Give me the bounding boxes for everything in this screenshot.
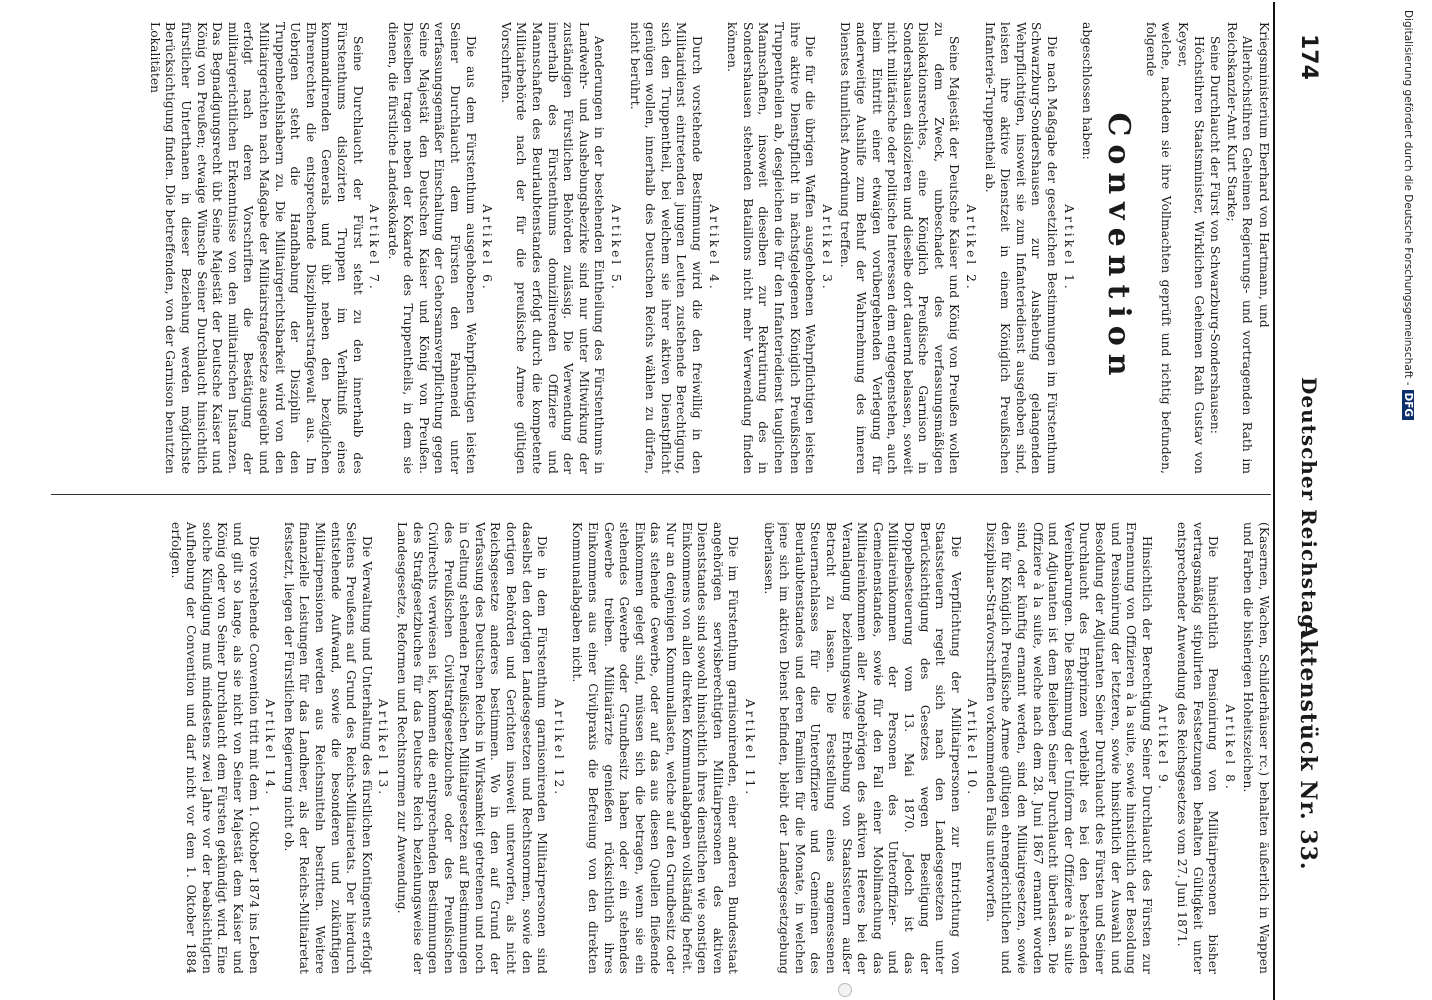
page-header — [1273, 2, 1335, 1000]
intro-paragraph: abgeschlossen haben: — [1080, 22, 1095, 160]
article-heading: Artikel 12. — [551, 698, 566, 798]
article-text: Die Verwaltung und Unterhaltung des fürstlichen Kontingents erfolgt Seitens Preußens auf Grund des Reichs-Militairetats. Der hierdurch entstehende Aufwand, sowie die besonderen und zukünftigen Militairpensionen werden aus Reichsmitteln bestritten. Weitere finanzielle Leistungen für das Landheer, als der Reichs-Militairetat festsetzt, liegen der Fürstlichen Regierung nicht ob. — [281, 522, 374, 974]
right-column — [51, 522, 1271, 974]
article-text: Die nach Maßgabe der gesetzlichen Bestimmungen im Fürstenthum Schwarzburg-Sondershausen zur Aushebung gelangenden Wehrpflichtigen, insoweit sie zum Infanteriedienst ausgehoben sind, leisten ihre aktive Dienstzeit in einem Königlich Preußischen Infanterie-Truppentheil ab. — [982, 22, 1060, 474]
article-heading: Artikel 4. — [706, 204, 721, 292]
article-text: Seine Durchlaucht der Fürst steht zu den innerhalb des Fürstenthums dislozirten Truppen im Verhältniß eines kommandirenden Generals und übt neben den bezüglichen Ehrenrechten die entsprechende Disziplinarstrafgewalt aus. Im Uebrigen steht die Handhabung der Disziplin den Truppenbefehlshabern zu. Die Militairgerichtsbarkeit wird von den Militairgerichten nach Maßgabe der Militairstrafgesetze ausgeübt und erfolgt nach deren Vorschriften die Bestätigung der militairgerichtlichen Erkenntnisse von den militairischen Instanzen. Das Begnadigungsrecht übt Seine Majestät der Deutsche Kaiser und König von Preußen; etwaige Wünsche Seiner Durchlaucht hinsichtlich fürstlicher Unterthanen in dieser Beziehung werden möglichste Berücksichtigung finden. Die betreffenden, von der Garnison benutzten Lokalitäten — [147, 22, 365, 474]
article-text: Die in dem Fürstenthum garnisonirenden Militairpersonen sind daselbst den dortigen Landesgesetzen und Rechtsnormen, sowie den dortigen Behörden und Gerichten insoweit unterworfen, als nicht Reichsgesetze anderes bestimmen. Wo in den auf Grund der Verfassung des Deutschen Reichs in Wirksamkeit getretenen und noch in Geltung stehenden Preußischen Militairgesetzen auf Bestimmungen des Preußischen Civilstrafgesetzbuches oder des Preußischen Civilrechts verwiesen ist, kommen die entsprechenden Bestimmungen des Strafgesetzbuches für das Deutsche Reich beziehungsweise der Landesgesetze, Reformen und Rechtsnormen zur Anwendung. — [394, 522, 550, 974]
article-heading: Artikel 2. — [964, 204, 979, 292]
article-heading: Artikel 9. — [1156, 704, 1171, 792]
article-text: Hinsichtlich der Berechtigung Seiner Durchlaucht des Fürsten zur Ernennung von Offizieren à la suite, sowie hinsichtlich der Besoldung und Pensionirung der letzteren, sowie hinsichtlich der Auswahl und Besoldung der Adjutanten Seiner Durchlaucht des Fürsten und Seiner Durchlaucht des Erbprinzen verbleibt es bei den bestehenden Vereinbarungen. Die Bestimmung der Uniform der Offiziere à la suite und Adjutanten ist dem Belieben Seiner Durchlaucht überlassen. Die Offiziere à la suite, welche nach dem 28. Juni 1867 ernannt worden sind, oder künftig ernannt werden, sind den Militairgesetzen, sowie den für Königlich Preußische Armee gültigen ehrengerichtlichen und Disziplinar-Strafvorschriften vorkommenden Falls unterworfen. — [983, 522, 1154, 974]
article-heading: Artikel 13. — [376, 698, 391, 798]
article-text: Aenderungen in der bestehenden Eintheilung des Fürstenthums in Landwehr- und Aushebungsbezirke sind nur unter Mitwirkung der zuständigen Fürstlichen Behörden zulässig. Die Verwendung der innerhalb des Fürstenthums domizilirenden Offiziere und Mannschaften des Beurlaubtenstandes erfolgt durch die kompetente Militairbehörde nach der für die preußische Armee gültigen Vorschriften. — [498, 22, 607, 474]
page-number: 174 — [1296, 34, 1321, 80]
article-heading: Artikel 8. — [1222, 704, 1237, 792]
running-title-left: Deutscher Reichstag. — [1297, 377, 1321, 638]
article-heading: Artikel 7. — [367, 204, 382, 292]
intro-paragraph: Seine Durchlaucht der Fürst von Schwarzburg-Sondershausen: — [1208, 36, 1223, 434]
article-heading: Artikel 10. — [965, 698, 980, 798]
article-text: Durch vorstehende Bestimmung wird die den freiwillig in den Militairdienst eintretenden jungen Leuten zustehende Berechtigung, sich den Truppentheil, bei welchem sie ihrer aktiven Dienstpflicht genügen wollen, innerhalb des Deutschen Reichs wählen zu dürfen, nicht berührt. — [627, 22, 704, 474]
article-text: Die für die übrigen Waffen ausgehobenen Wehrpflichtigen leisten ihre aktive Dienstpflicht in nächstgelegenen Königlich Preußischen Truppentheilen ab, desgleichen die für den Infanteriedienst tauglichen Mannschaften, insoweit dieselben zur Rekrutirung des in Sondershausen stehenden Bataillons nicht mehr Verwendung finden können. — [725, 22, 818, 474]
article-heading: Artikel 5. — [609, 204, 624, 292]
article-text: Die vorstehende Convention tritt mit dem 1. Oktober 1874 ins Leben und gilt so lange, als sie nicht von Seiner Majestät dem Kaiser und König oder von Seiner Durchlaucht dem Fürsten gekündigt wird. Eine solche Kündigung muß mindestens zwei Jahre vor der beabsichtigten Aufhebung der Convention und darf nicht vor dem 1. Oktober 1884 erfolgen. — [168, 522, 261, 974]
credit-text: Digitalisierung gefördert durch die Deutsche Forschungsgemeinschaft - — [1402, 10, 1414, 386]
column-divider — [51, 494, 1271, 495]
dfg-logo: DFG — [1402, 390, 1414, 421]
punch-hole-icon — [838, 983, 852, 997]
article-heading: Artikel 14. — [263, 698, 278, 798]
article-heading: Artikel 11. — [743, 698, 757, 798]
article-heading: Artikel 3. — [819, 204, 834, 292]
article-text: Die hinsichtlich Pensionirung von Militairpersonen bisher vertragsmäßig stipulirten Festsetzungen behalten Gültigkeit unter entsprechender Anwendung des Reichsgesetzes vom 27. Juni 1871. — [1175, 522, 1221, 974]
convention-title: Convention — [1101, 112, 1137, 384]
article-text: Die im Fürstenthum garnisonirenden, einer anderen Bundesstaat angehörigen servisberechtigten Militairpersonen des aktiven Dienststandes sind sowohl hinsichtlich ihres dienstlichen wie sonstigen Einkommens von allen direkten Kommunalabgaben vollständig befreit. Nur an denjenigen Kommunallasten, welche auf den Grundbesitz oder das stehende Gewerbe, oder auf das aus diesen Quellen fließende Einkommen gelegt sind, müssen sich die betragen, wenn sie ein stehendes Gewerbe oder Grundbesitz haben oder ein stehendes Gewerbe treiben. Militairärzte genießen rücksichtlich ihres Einkommens aus einer Civilpraxis die Befreiung von den direkten Kommunalabgaben nicht. — [570, 522, 741, 974]
intro-paragraph: Kriegsministerium Eberhard von Hartmann, und — [1257, 22, 1271, 328]
article-text: Die Verpflichtung der Militairpersonen zur Entrichtung von Staatssteuern regelt sich nach den Landesgesetzen unter Berücksichtigung des Gesetzes wegen Beseitigung der Doppelbesteuerung vom 13. Mai 1870. Jedoch ist das Militaireinkommen der Personen des Unteroffizier- und Gemeinenstandes, sowie für den Fall einer Mobilmachung das Militaireinkommen aller Angehörigen des aktiven Heeres bei der Veranlagung beziehungsweise Erhebung von Staatssteuern außer Betracht zu lassen. Die Feststellung eines angemessenen Steuernachlasses für die Unteroffiziere und Gemeinen des Beurlaubtenstandes und deren Familien für die Monate, in welchen jene sich im aktiven Dienst befinden, bleibt der Landesgesetzgebung überlassen. — [761, 522, 963, 974]
digitization-credit — [1402, 10, 1414, 990]
article-heading: Artikel 1. — [1061, 204, 1076, 292]
left-column — [51, 22, 1271, 474]
article-text: Seine Majestät der Deutsche Kaiser und König von Preußen wollen zu dem Zweck, unbeschadet des verfassungsmäßigen Dislokationsrechtes, eine Königlich Preußische Garnison in Sondershausen dislozieren und dieselbe dort dauernd belassen, soweit nicht militärische oder politische Interessen dem entgegenstehen, auch beim Eintritt einer etwaigen vorübergehenden Verlegung für anderweitige Aushilfe zum Behuf der Wahrnehmung des inneren Dienstes thunlichst Anordnung treffen. — [838, 22, 962, 474]
document-page — [45, 2, 1335, 1000]
running-title-right: Aktenstück Nr. 33. — [1295, 622, 1321, 871]
article-text: Die aus dem Fürstenthum ausgehobenen Wehrpflichtigen leisten Seiner Durchlaucht dem Fürsten den Fahneneid unter verfassungsgemäßer Einschaltung der Gehorsamsverpflichtung gegen Seine Majestät den Deutschen Kaiser und König von Preußen. Dieselben tragen neben der Kokarde des Truppentheils, in dem sie dienen, die fürstliche Landeskokarde. — [385, 22, 478, 474]
article-heading: Artikel 6. — [480, 204, 495, 292]
article-text: (Kasernen, Wachen, Schilderhäuser rc.) behalten äußerlich in Wappen und Farben die bisherigen Hoheitszeichen. — [1241, 522, 1271, 974]
intro-paragraph: Höchstihren Staatsminister, Wirklichen Geheimen Rath Gustav von Keyser, — [1176, 22, 1206, 474]
intro-paragraph: Allerhöchstihren Geheimen Regierungs- und vortragenden Rath im Reichskanzler-Amt Kurt Starke; — [1224, 22, 1255, 474]
intro-paragraph: welche, nachdem sie ihre Vollmachten geprüft und richtig befunden, folgende — [1143, 22, 1174, 474]
